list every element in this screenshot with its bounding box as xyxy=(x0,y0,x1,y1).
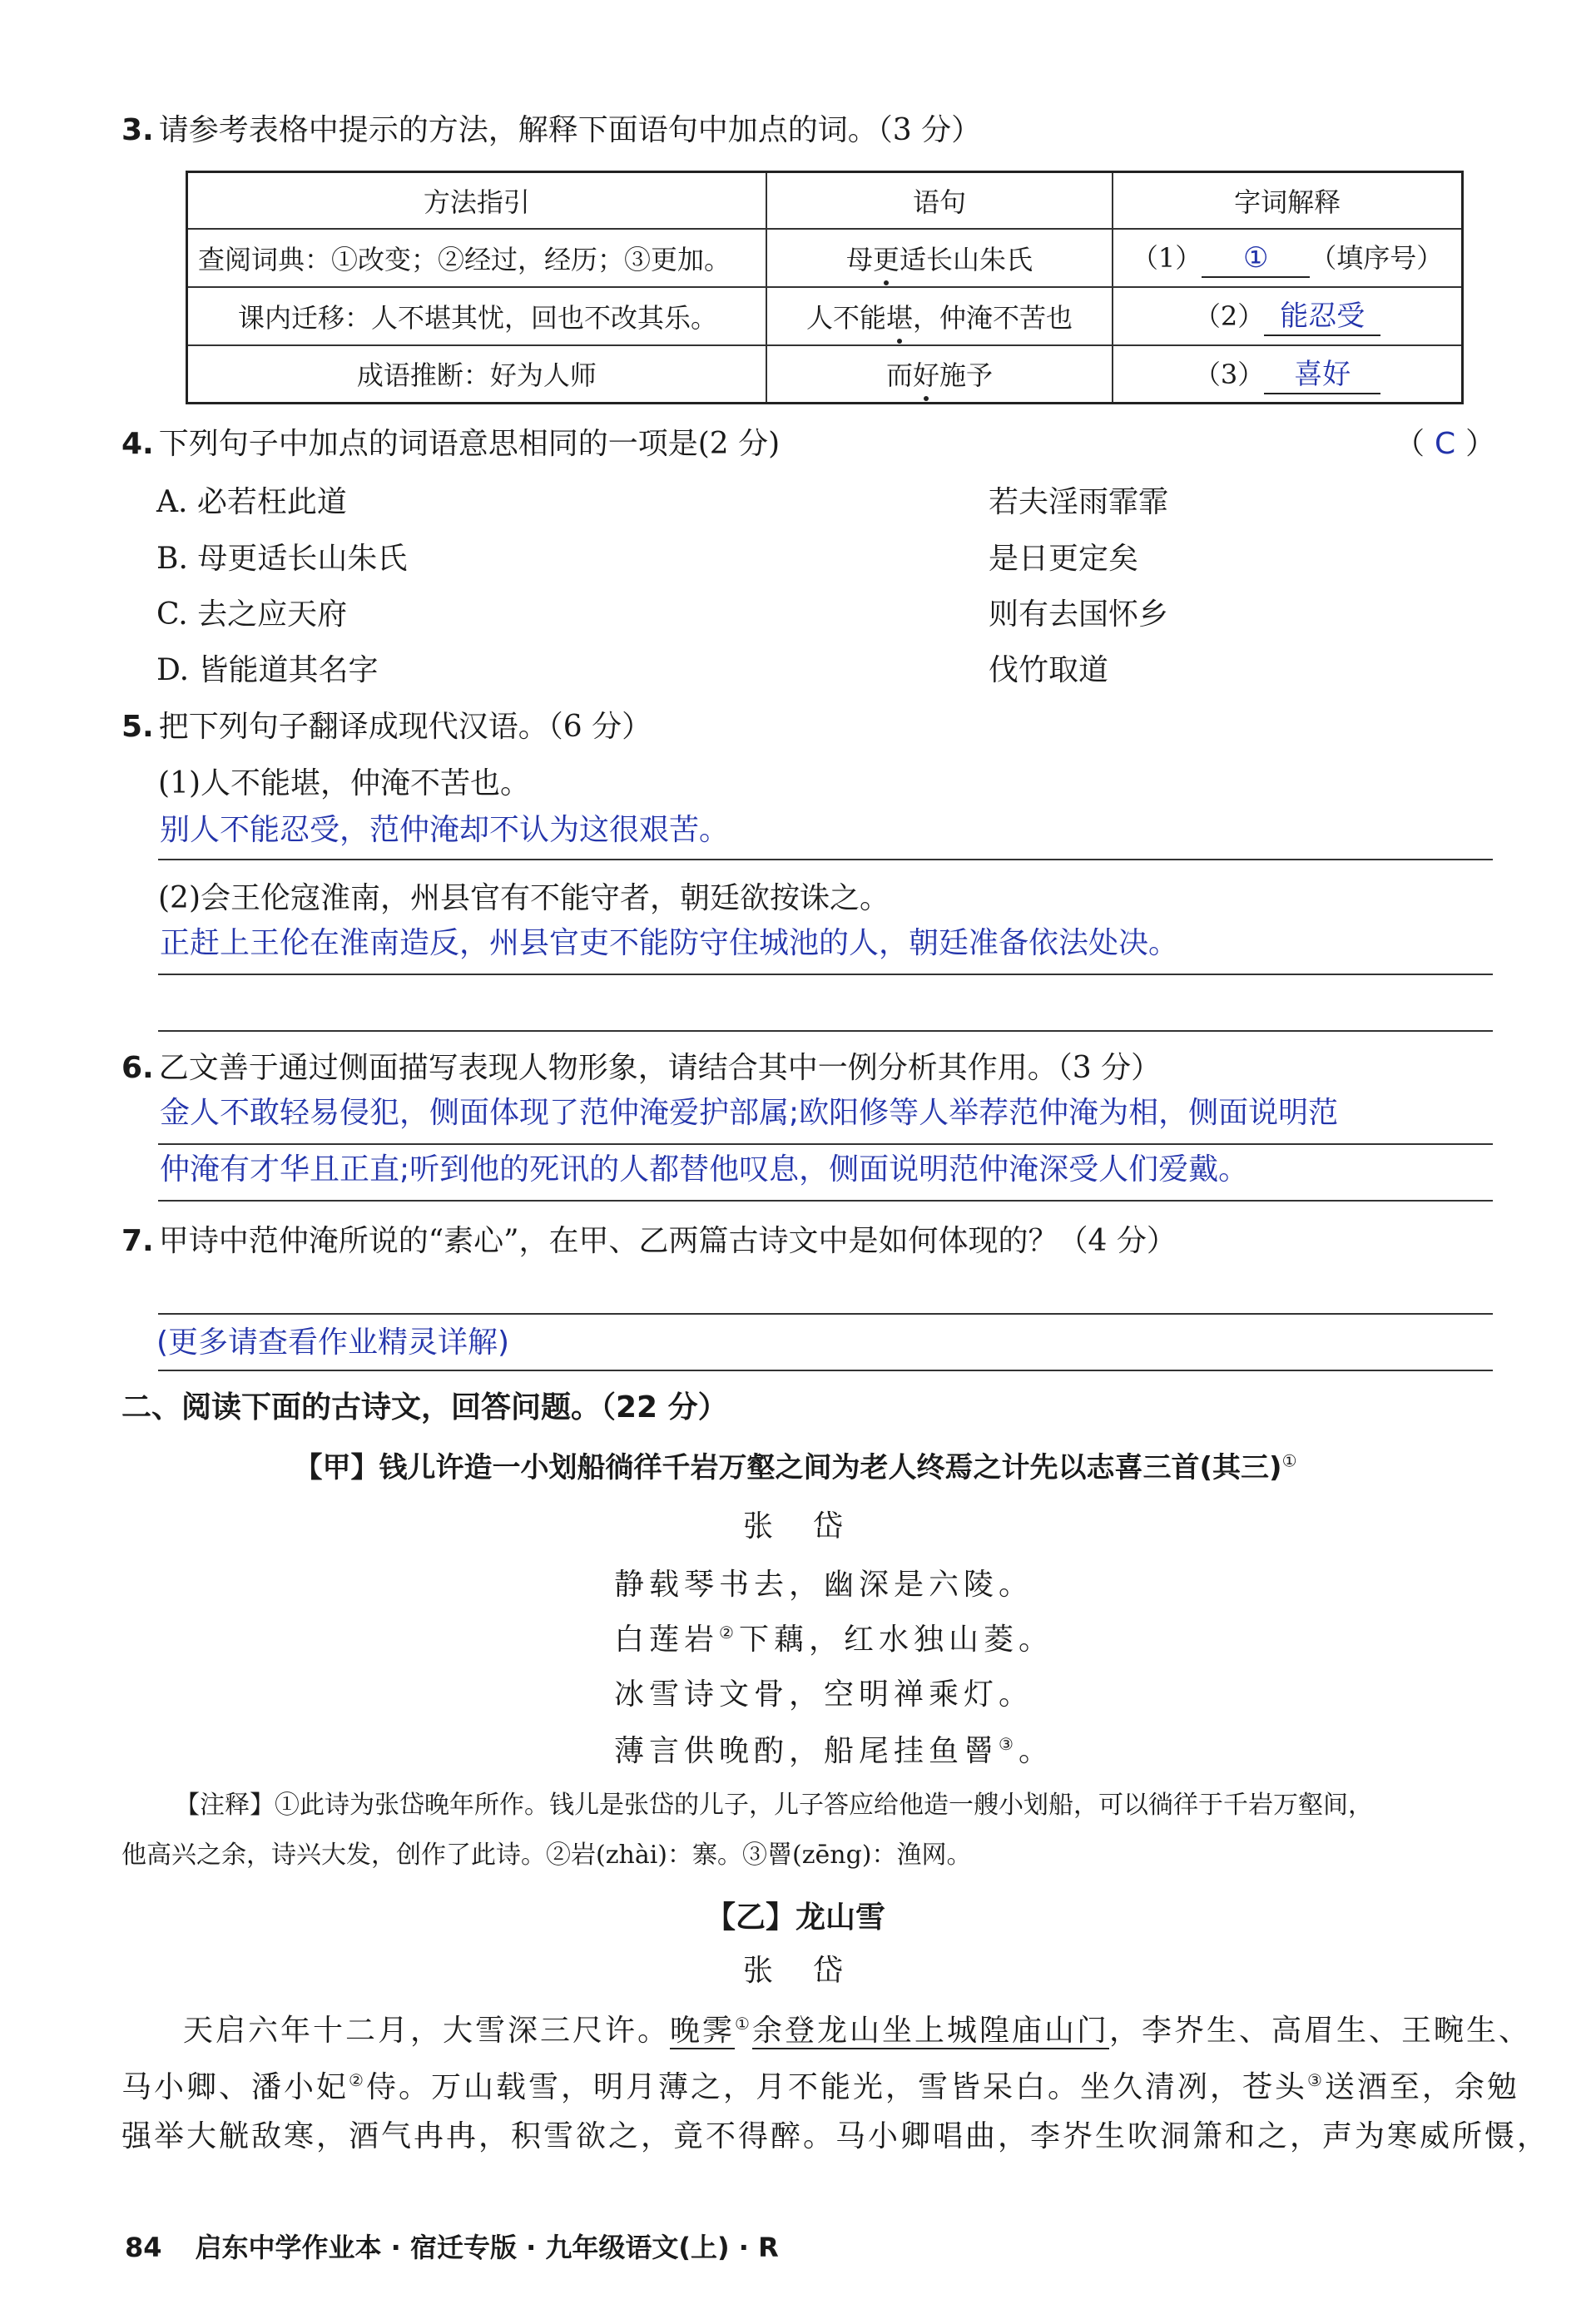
book-title: 启东中学作业本 · 宿迁专版 · 九年级语文(上) · R xyxy=(195,2232,779,2263)
option-d-left: D. 皆能道其名字 xyxy=(156,653,379,687)
poem-jia-author: 张 岱 xyxy=(742,1509,848,1544)
answer-line xyxy=(158,1143,1493,1145)
answer-line xyxy=(158,1370,1493,1371)
q6-answer-line-1[interactable]: 金人不敢轻易侵犯，侧面体现了范仲淹爱护部属;欧阳修等人举荐范仲淹为相，侧面说明范 xyxy=(160,1096,1339,1130)
q4-text: 下列句子中加点的词语意思相同的一项是(2 分) xyxy=(158,427,781,461)
table-header: 字词解释 xyxy=(1113,172,1462,229)
poem-line: 薄言供晚酌，船尾挂鱼罾③。 xyxy=(614,1734,1053,1768)
page-footer xyxy=(125,2227,779,2265)
table-header: 语句 xyxy=(766,172,1113,229)
q6-number: 6. xyxy=(121,1051,154,1085)
q5-sentence-1: (1)人不能堪，仲淹不苦也。 xyxy=(158,766,530,800)
poem-line: 白莲岩②下藕，红水独山菱。 xyxy=(614,1623,1053,1657)
q5-number: 5. xyxy=(121,710,154,744)
q6-question xyxy=(121,1050,1161,1087)
option-b-left: B. 母更适长山朱氏 xyxy=(156,542,408,576)
table-row xyxy=(187,229,1463,287)
q6-answer-line-2[interactable]: 仲淹有才华且正直;听到他的死讯的人都替他叹息，侧面说明范仲淹深受人们爱戴。 xyxy=(160,1152,1249,1187)
q5-text: 把下列句子翻译成现代汉语。（6 分） xyxy=(158,710,652,744)
q4-question xyxy=(121,426,780,463)
q5-sentence-2: (2)会王伦寇淮南，州县官有不能守者，朝廷欲按诛之。 xyxy=(158,881,890,915)
answer-blank-1[interactable]: ① xyxy=(1202,240,1310,278)
option-d-right: 伐竹取道 xyxy=(989,653,1109,687)
answer-blank-2[interactable]: 能忍受 xyxy=(1264,298,1380,336)
q7-question xyxy=(121,1223,1177,1260)
sentence-cell: 而好施予 xyxy=(766,345,1113,404)
prose-line: 天启六年十二月，大雪深三尺许。晚霁①余登龙山坐上城隍庙山门，李岕生、高眉生、王畹生、 xyxy=(183,2014,1531,2048)
q5-answer-2[interactable]: 正赶上王伦在淮南造反，州县官吏不能防守住城池的人，朝廷准备依法处决。 xyxy=(160,926,1179,960)
sentence-cell: 母更适长山朱氏 xyxy=(766,229,1113,287)
q5-question xyxy=(121,709,652,746)
page-number: 84 xyxy=(125,2232,162,2263)
prose-yi-author: 张 岱 xyxy=(742,1954,848,1988)
option-a-right: 若夫淫雨霏霏 xyxy=(989,485,1169,519)
q4-number: 4. xyxy=(121,427,154,461)
answer-blank-3[interactable]: 喜好 xyxy=(1264,356,1380,394)
q7-number: 7. xyxy=(121,1224,154,1258)
table-row xyxy=(187,345,1463,404)
q3-question xyxy=(121,112,981,149)
option-c-right: 则有去国怀乡 xyxy=(989,597,1169,632)
q4-answer-bracket[interactable]: （ C ） xyxy=(1395,427,1496,461)
table-header: 方法指引 xyxy=(187,172,766,229)
poem-notes-line-2: 他高兴之余，诗兴大发，创作了此诗。②岩(zhài)：寨。③罾(zēng)：渔网。 xyxy=(121,1841,972,1870)
method-cell: 课内迁移：人不堪其忧，回也不改其乐。 xyxy=(187,287,766,345)
poem-jia-title: 【甲】钱儿许造一小划船徜徉千岩万壑之间为老人终焉之计先以志喜三首(其三)① xyxy=(294,1450,1297,1484)
answer-cell[interactable]: （2） 能忍受 xyxy=(1113,287,1462,345)
q3-text: 请参考表格中提示的方法，解释下面语句中加点的词。（3 分） xyxy=(158,113,982,147)
q3-number: 3. xyxy=(121,113,154,147)
prose-line: 强举大觥敌寒，酒气冉冉，积雪欲之，竟不得醉。马小卿唱曲，李岕生吹洞箫和之，声为寒威所慑， xyxy=(121,2119,1550,2153)
table-row xyxy=(187,287,1463,345)
answer-line xyxy=(158,1200,1493,1202)
poem-notes-line-1: 【注释】①此诗为张岱晚年所作。钱儿是张岱的儿子，儿子答应给他造一艘小划船，可以徜徉于千岩万壑间， xyxy=(175,1791,1373,1820)
method-cell: 查阅词典：①改变；②经过，经历；③更加。 xyxy=(187,229,766,287)
poem-line: 静载琴书去，幽深是六陵。 xyxy=(614,1568,1034,1602)
option-a-left: A. 必若枉此道 xyxy=(156,485,347,519)
q7-text: 甲诗中范仲淹所说的“素心”，在甲、乙两篇古诗文中是如何体现的？（4 分） xyxy=(158,1224,1177,1258)
option-c-left: C. 去之应天府 xyxy=(156,597,348,632)
answer-line xyxy=(158,859,1493,860)
prose-line: 马小卿、潘小妃②侍。万山载雪，明月薄之，月不能光，雪皆呆白。坐久清冽，苍头③送酒至，余勉 xyxy=(121,2070,1519,2104)
q6-text: 乙文善于通过侧面描写表现人物形象，请结合其中一例分析其作用。（3 分） xyxy=(158,1051,1162,1085)
q4-answer: C xyxy=(1435,427,1456,461)
answer-cell[interactable]: （3） 喜好 xyxy=(1113,345,1462,404)
sentence-cell: 人不能堪，仲淹不苦也 xyxy=(766,287,1113,345)
section2-heading: 二、阅读下面的古诗文，回答问题。（22 分） xyxy=(121,1390,728,1425)
answer-line xyxy=(158,1313,1493,1315)
q7-answer-link[interactable]: (更多请查看作业精灵详解) xyxy=(156,1326,510,1360)
method-cell: 成语推断：好为人师 xyxy=(187,345,766,404)
answer-line xyxy=(158,974,1493,975)
answer-line xyxy=(158,1030,1493,1032)
method-table xyxy=(186,171,1464,404)
answer-cell[interactable]: （1） ① （填序号） xyxy=(1113,229,1462,287)
q5-answer-1[interactable]: 别人不能忍受，范仲淹却不认为这很艰苦。 xyxy=(160,813,730,847)
option-b-right: 是日更定矣 xyxy=(989,542,1139,576)
prose-yi-title: 【乙】龙山雪 xyxy=(705,1900,885,1935)
poem-line: 冰雪诗文骨，空明禅乘灯。 xyxy=(614,1677,1034,1712)
